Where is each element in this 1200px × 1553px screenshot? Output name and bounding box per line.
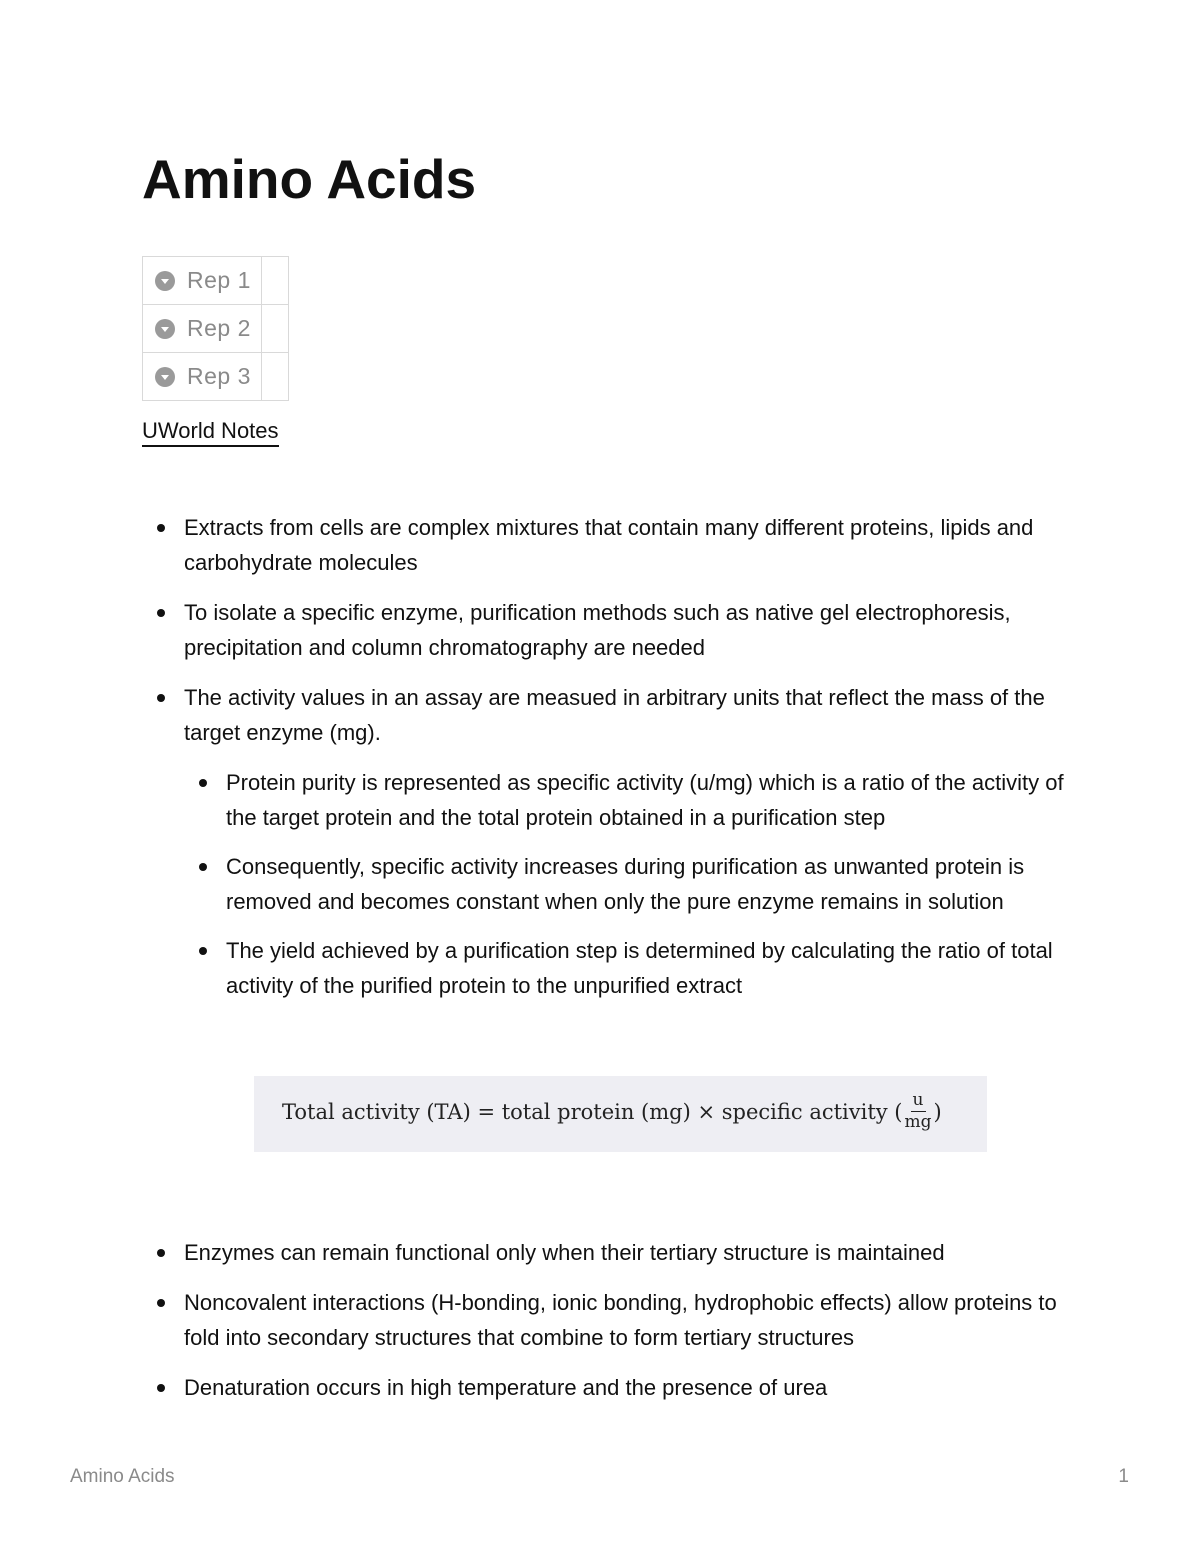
toggle-cell[interactable] (143, 353, 262, 401)
toggle-label[interactable]: Rep 1 (187, 267, 251, 293)
list-item: To isolate a specific enzyme, purification methods such as native gel electrophoresis, precipitation and column chromatography are needed (184, 595, 1074, 665)
list-item: The activity values in an assay are measued in arbitrary units that reflect the mass of the target enzyme (mg). (184, 680, 1074, 750)
formula (282, 1091, 942, 1132)
formula-lhs: Total activity (TA) = total protein (mg) × specific activity ( (282, 1099, 903, 1124)
fraction-numerator: u (912, 1090, 924, 1110)
toggle-label[interactable]: Rep 2 (187, 315, 251, 341)
toggle-label[interactable]: Rep 3 (187, 363, 251, 389)
empty-cell (262, 305, 289, 353)
toggle-arrow-icon[interactable] (155, 367, 175, 387)
toggle-row (143, 305, 289, 353)
formula-close: ) (933, 1099, 942, 1124)
empty-cell (262, 353, 289, 401)
toggle-row (143, 257, 289, 305)
empty-cell (262, 257, 289, 305)
list-item: Enzymes can remain functional only when their tertiary structure is maintained (184, 1235, 1074, 1270)
toggle-cell[interactable] (143, 305, 262, 353)
list-item: Extracts from cells are complex mixtures that contain many different proteins, lipids and carbohydrate molecules (184, 510, 1074, 580)
bullet-list (184, 510, 1074, 1017)
sub-list-item: Protein purity is represented as specific activity (u/mg) which is a ratio of the activity of the target protein and the total protein obtained in a purification step (226, 765, 1074, 835)
sub-list-item: Consequently, specific activity increases during purification as unwanted protein is removed and becomes constant when only the pure enzyme remains in solution (226, 849, 1074, 919)
toggle-row (143, 353, 289, 401)
bullet-list (184, 1235, 1074, 1420)
footer-title: Amino Acids (70, 1466, 175, 1487)
page-number: 1 (1118, 1466, 1129, 1487)
rep-toggle-table (142, 256, 289, 401)
page-title: Amino Acids (142, 148, 477, 210)
formula-block (254, 1076, 987, 1152)
toggle-cell[interactable] (143, 257, 262, 305)
sub-list-item: The yield achieved by a purification step is determined by calculating the ratio of total activity of the purified protein to the unpurified extract (226, 933, 1074, 1003)
fraction-denominator: mg (904, 1112, 932, 1132)
list-item: Denaturation occurs in high temperature and the presence of urea (184, 1370, 1074, 1405)
toggle-arrow-icon[interactable] (155, 319, 175, 339)
toggle-arrow-icon[interactable] (155, 271, 175, 291)
formula-fraction (905, 1091, 932, 1132)
uworld-notes-link[interactable]: UWorld Notes (142, 418, 279, 447)
list-item: Noncovalent interactions (H-bonding, ionic bonding, hydrophobic effects) allow proteins to fold into secondary structures that combine to form tertiary structures (184, 1285, 1074, 1355)
